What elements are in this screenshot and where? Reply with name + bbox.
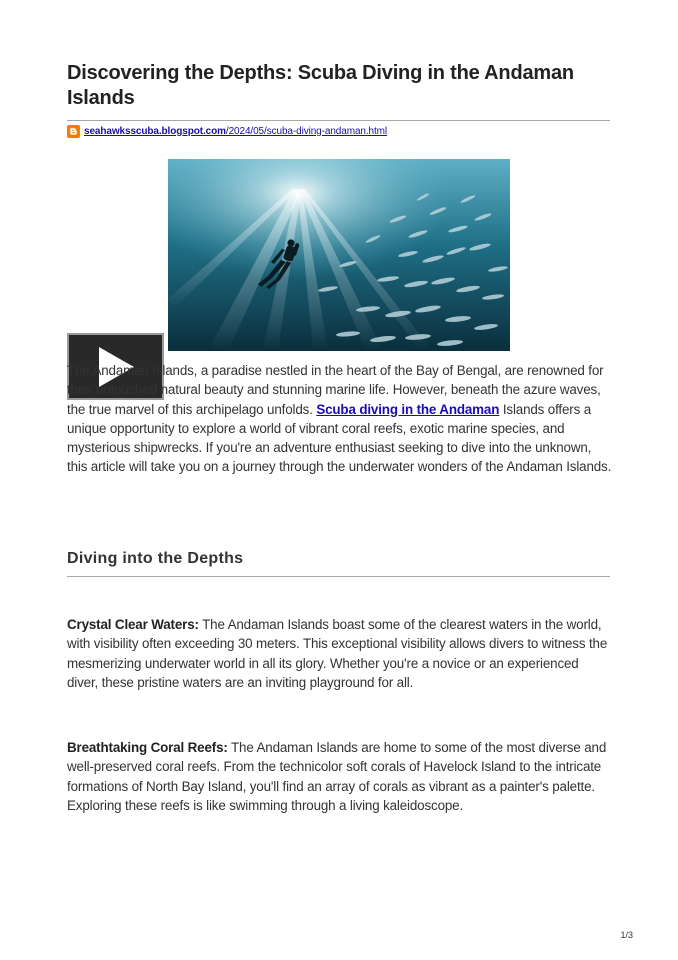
- intro-paragraph: [67, 361, 612, 477]
- intro-text-continued: Islands offers a unique opportunity to explore a world of vibrant coral reefs, exotic marine species, and mysterious shipwrecks. If you're an adventure enthusiast seeking to dive into the unknown, this article will take you on a journey through the underwater wonders of the Andaman Islands.: [67, 401, 612, 475]
- section-divider: [67, 576, 610, 577]
- coral-reefs-paragraph: [67, 738, 612, 815]
- intro-text: The Andaman Islands, a paradise nestled in the heart of the Bay of Bengal, are renowned for their untouched natural beauty and stunning marine life. However, beneath the azure waves, the true marvel of this archipelago unfolds.: [67, 363, 604, 417]
- source-domain: seahawksscuba.blogspot.com: [84, 125, 226, 137]
- coral-reefs-label: Breathtaking Coral Reefs:: [67, 740, 228, 755]
- coral-reefs-text: The Andaman Islands are home to some of the most diverse and well-preserved coral reefs. From the technicolor soft corals of Havelock Island to the intricate formations of North Bay Island, you'll find an array of corals as vibrant as a painter's palette. Exploring these reefs is like swimming through a living kaleidoscope.: [67, 740, 607, 813]
- source-link[interactable]: [84, 126, 387, 137]
- title-divider: [67, 120, 610, 121]
- scuba-diving-link[interactable]: Scuba diving in the Andaman: [316, 401, 500, 417]
- source-line: [67, 124, 387, 138]
- blogger-icon: [67, 125, 80, 138]
- source-path: /2024/05/scuba-diving-andaman.html: [225, 125, 388, 137]
- page-title: Discovering the Depths: Scuba Diving in the Andaman Islands: [67, 62, 574, 109]
- page-number: 1/3: [620, 930, 633, 940]
- hero-image: [168, 159, 510, 351]
- section-heading: Diving into the Depths: [67, 550, 244, 567]
- crystal-clear-label: Crystal Clear Waters:: [67, 617, 199, 632]
- crystal-clear-paragraph: [67, 615, 612, 692]
- crystal-clear-text: The Andaman Islands boast some of the clearest waters in the world, with visibility often exceeding 30 meters. This exceptional visibility allows divers to witness the mesmerizing underwater world in all its glory. Whether you're a novice or an experienced diver, these pristine waters are an inviting playground for all.: [67, 617, 608, 690]
